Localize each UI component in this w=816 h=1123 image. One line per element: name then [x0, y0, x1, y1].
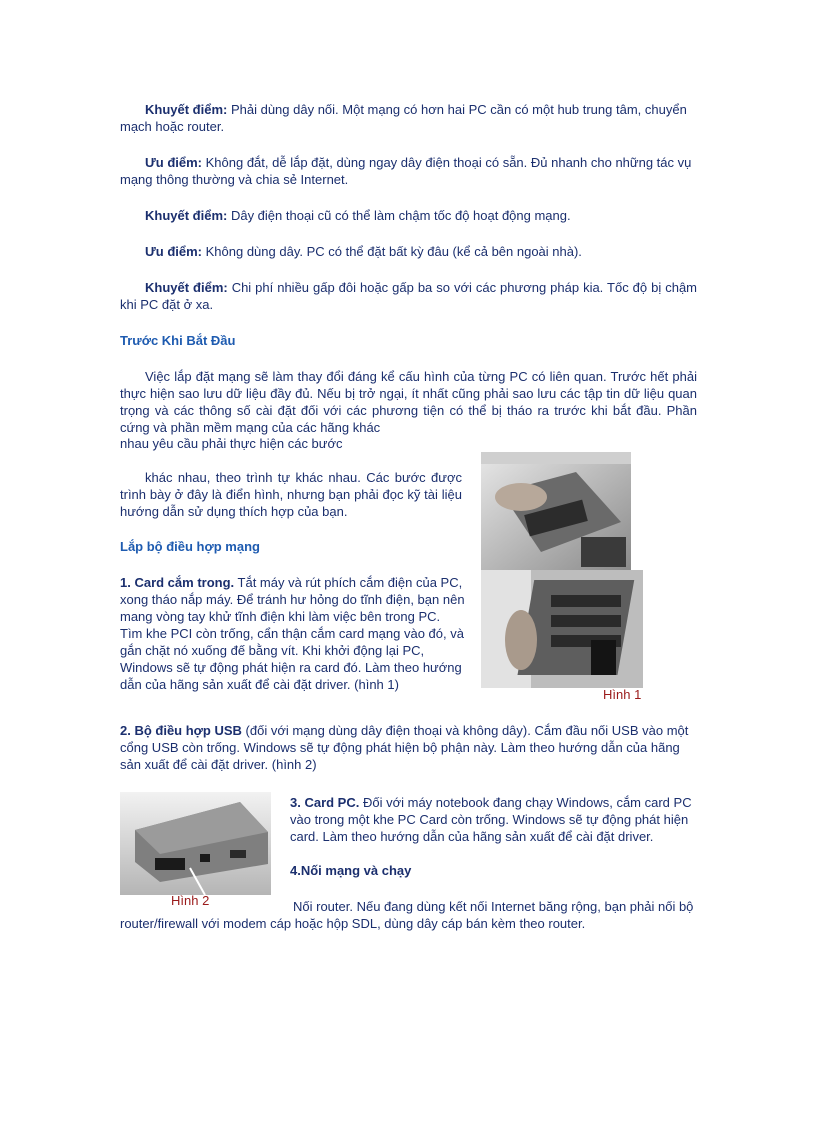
paragraph-disadvantage-3: Khuyết điểm: Chi phí nhiều gấp đôi hoặc gấp ba so với các phương pháp kia. Tốc độ bị chậm khi PC đặt ở xa. [120, 280, 697, 312]
step-2-usb-adapter: 2. Bộ điều hợp USB (đối với mạng dùng dây điện thoại và không dây). Cắm đầu nối USB vào một cổng USB còn trống. Windows sẽ tự động phát hiện bộ phận này. Làm theo hướng dẫn của hãng sản xuất để cài đặt driver. (hình 2) [120, 723, 689, 772]
figure-2-photo [120, 792, 271, 895]
step-1-internal-card: 1. Card cắm trong. Tắt máy và rút phích cắm điện của PC, xong tháo nắp máy. Để tránh hư hỏng do tĩnh điện, bạn nên mang vòng tay khử tĩnh điện khi làm việc bên trong PC. Tìm khe PCI còn trống, cẩn thận cắm card mạng vào đó, và gắn chặt nó xuống đế bằng vít. Khi khởi động lại PC, Windows sẽ tự động phát hiện ra card đó. Làm theo hướng dẫn của hãng sản xuất để cài đặt driver. (hình 1) [120, 575, 465, 692]
paragraph-advantage-1: Ưu điểm: Không đắt, dễ lắp đặt, dùng ngay dây điện thoại có sẵn. Đủ nhanh cho những tác vụ mạng thông thường và chia sẻ Internet. [120, 155, 692, 187]
figure-2-caption: Hình 2 [171, 893, 210, 908]
paragraph-disadvantage-2: Khuyết điểm: Dây điện thoại cũ có thể làm chậm tốc độ hoạt động mạng. [145, 208, 571, 223]
figure-1-photo-top [481, 452, 631, 570]
figure-1-caption: Hình 1 [603, 687, 642, 702]
section-heading-adapter: Lắp bộ điều hợp mạng [120, 539, 260, 554]
before-start-body-steps: khác nhau, theo trình tự khác nhau. Các bước được trình bày ở đây là điển hình, nhưng bạn phải đọc kỹ tài liệu hướng dẫn sử dụng thích hợp của bạn. [120, 470, 462, 519]
before-start-body: Việc lắp đặt mạng sẽ làm thay đổi đáng kể cấu hình của từng PC có liên quan. Trước hết phải thực hiện sao lưu dữ liệu đầy đủ. Nếu bị trở ngại, ít nhất cũng phải sao lưu các tập tin dữ liệu quan trọng và các thông số cài đặt đối với các phương tiện có thể bị tháo ra trước khi bắt đầu. Phần cứng và phần mềm mạng của các hãng khác [120, 369, 697, 435]
section-heading-before-start: Trước Khi Bắt Đầu [120, 333, 236, 348]
step-4-body: Nối router. Nếu đang dùng kết nối Internet băng rộng, bạn phải nối bộ router/firewall với modem cáp hoặc hộp SDL, dùng dây cáp bán kèm theo router. [120, 899, 694, 931]
paragraph-advantage-2: Ưu điểm: Không dùng dây. PC có thể đặt bất kỳ đâu (kể cả bên ngoài nhà). [145, 244, 582, 259]
step-3-pc-card: 3. Card PC. Đối với máy notebook đang chạy Windows, cắm card PC vào trong một khe PC Card còn trống. Windows sẽ tự động phát hiện card. Làm theo hướng dẫn của hãng sản xuất để cài đặt driver. [290, 795, 692, 844]
before-start-body-cont: nhau yêu cầu phải thực hiện các bước [120, 436, 343, 451]
paragraph-disadvantage-1: Khuyết điểm: Phải dùng dây nối. Một mạng có hơn hai PC cần có một hub trung tâm, chuyển mạch hoặc router. [120, 102, 687, 134]
step-4-heading: 4.Nối mạng và chạy [290, 863, 412, 878]
figure-1-photo-bottom [481, 570, 643, 688]
